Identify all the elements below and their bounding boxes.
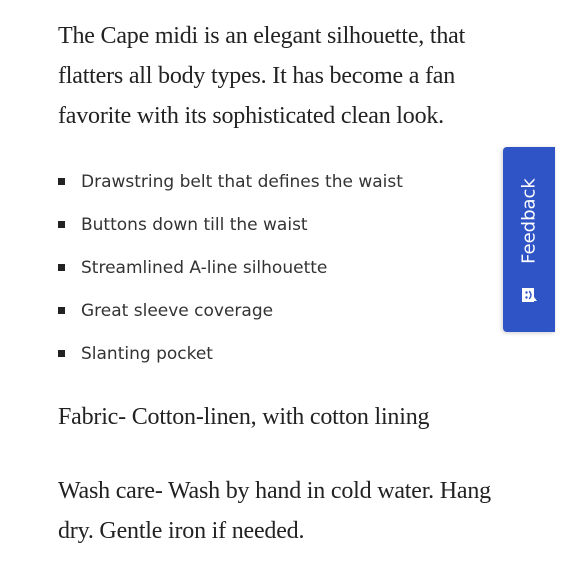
intro-paragraph: The Cape midi is an elegant silhouette, that flatters all body types. It has become a fan favorite with its sophisticated clean look. [58,23,466,129]
fabric-info: Fabric- Cotton-linen, with cotton lining [58,404,430,430]
bullet-marker [58,221,65,228]
feedback-label: Feedback [518,178,540,264]
smile-chat-icon [520,286,538,304]
bullet-marker [58,178,65,185]
bullet-marker [58,264,65,271]
list-item [58,289,500,332]
feedback-tab-button[interactable] [503,147,555,332]
list-item [58,203,500,246]
list-item [58,160,500,203]
bullet-marker [58,350,65,357]
feature-list [58,160,500,375]
feature-text: Great sleeve coverage [81,300,274,321]
list-item [58,332,500,375]
feature-text: Streamlined A-line silhouette [81,257,328,278]
wash-care-info: Wash care- Wash by hand in cold water. Hang dry. Gentle iron if needed. [58,478,491,544]
list-item [58,246,500,289]
feature-text: Buttons down till the waist [81,214,308,235]
bullet-marker [58,307,65,314]
feature-text: Slanting pocket [81,343,213,364]
feature-text: Drawstring belt that defines the waist [81,171,403,192]
